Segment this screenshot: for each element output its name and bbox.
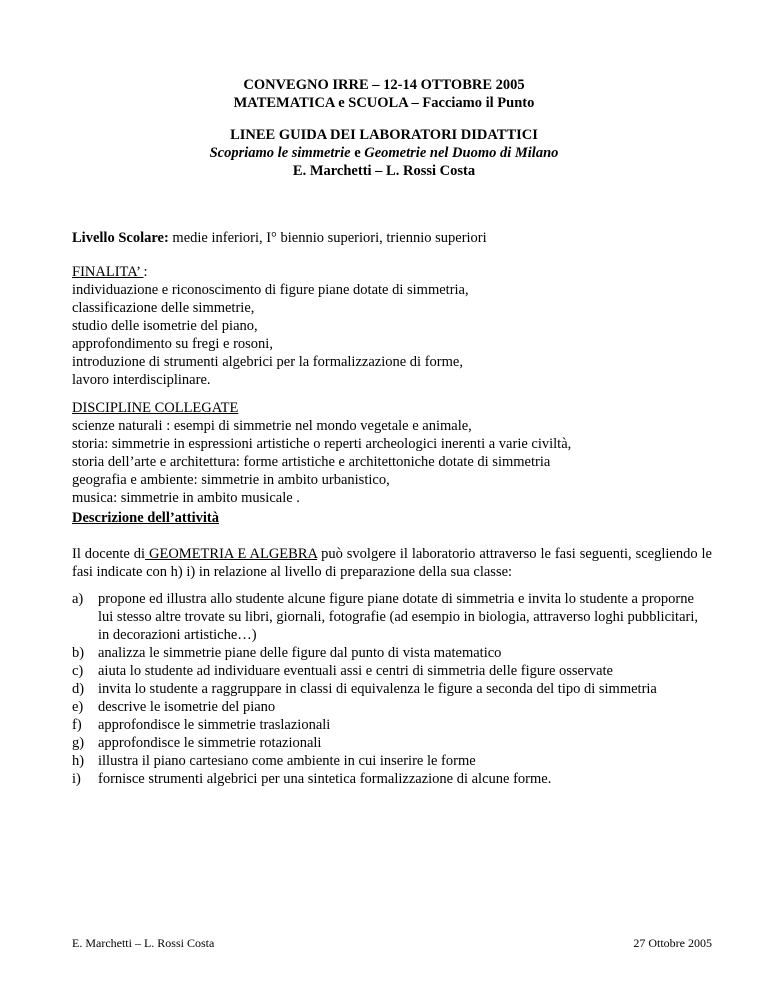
list-text: aiuta lo studente ad individuare eventuali assi e centri di simmetria delle figure osservate — [98, 663, 613, 679]
list-item — [72, 644, 712, 662]
list-text: invita lo studente a raggruppare in classi di equivalenza le figure a seconda del tipo di simmetria — [98, 681, 657, 697]
list-item — [72, 770, 712, 788]
finalita-item: lavoro interdisciplinare. — [72, 372, 211, 388]
descrizione-heading: Descrizione dell’attività — [72, 510, 219, 526]
document-subtitle — [0, 144, 768, 162]
discipline-item: geografia e ambiente: simmetrie in ambito urbanistico, — [72, 472, 390, 488]
discipline-item: scienze naturali : esempi di simmetrie nel mondo vegetale e animale, — [72, 418, 472, 434]
list-item — [72, 734, 712, 752]
list-marker: b) — [72, 645, 85, 661]
intro-before: Il docente di — [72, 546, 146, 562]
list-marker: e) — [72, 699, 84, 715]
list-item — [72, 590, 712, 644]
livello-label: Livello Scolare: — [72, 230, 169, 246]
list-marker: g) — [72, 735, 85, 751]
list-text: fornisce strumenti algebrici per una sintetica formalizzazione di alcune forme. — [98, 771, 552, 787]
discipline-item: storia: simmetrie in espressioni artistiche o reperti archeologici inerenti a varie civiltà, — [72, 436, 572, 452]
authors: E. Marchetti – L. Rossi Costa — [292, 163, 476, 179]
finalita-section — [72, 263, 712, 389]
list-marker: c) — [72, 663, 84, 679]
list-marker: a) — [72, 591, 84, 607]
list-marker: i) — [72, 771, 81, 787]
conference-title: CONVEGNO IRRE – 12-14 OTTOBRE 2005 — [243, 77, 525, 93]
footer-authors: E. Marchetti – L. Rossi Costa — [72, 936, 215, 950]
intro-after: può svolgere il laboratorio attraverso le fasi seguenti, scegliendo le fasi indicate con h) i) in relazione al livello di preparazione della sua classe: — [72, 546, 712, 580]
finalita-item: classificazione delle simmetrie, — [72, 300, 255, 316]
finalita-heading-text: FINALITA’ — [72, 264, 144, 280]
list-item — [72, 662, 712, 680]
list-item — [72, 680, 712, 698]
list-text: approfondisce le simmetrie rotazionali — [98, 735, 322, 751]
list-text: analizza le simmetrie piane delle figure dal punto di vista matematico — [98, 645, 502, 661]
footer-date: 27 Ottobre 2005 — [633, 936, 712, 950]
subtitle-conjunction: e — [350, 145, 365, 161]
subtitle-part-2: Geometrie nel Duomo di Milano — [364, 145, 559, 161]
discipline-item: musica: simmetrie in ambito musicale . — [72, 490, 300, 506]
subtitle-part-1: Scopriamo le simmetrie — [209, 145, 351, 161]
discipline-item: storia dell’arte e architettura: forme artistiche e architettoniche dotate di simmetria — [72, 454, 551, 470]
finalita-heading-colon: : — [143, 264, 148, 280]
finalita-item: studio delle isometrie del piano, — [72, 318, 258, 334]
finalita-item: introduzione di strumenti algebrici per la formalizzazione di forme, — [72, 354, 463, 370]
conference-subtitle: MATEMATICA e SCUOLA – Facciamo il Punto — [233, 95, 535, 111]
steps-list — [72, 590, 712, 788]
livello-scolare — [72, 229, 712, 247]
list-text: propone ed illustra allo studente alcune figure piane dotate di simmetria e invita lo studente a proporne lui stesso altre trovate su libri, giornali, fotografie (ad esempio in biologia, attraverso loghi pubblicitari, in decorazioni artistiche…) — [98, 591, 698, 643]
document-title: LINEE GUIDA DEI LABORATORI DIDATTICI — [230, 127, 538, 143]
list-item — [72, 716, 712, 734]
list-marker: f) — [72, 717, 82, 733]
finalita-item: individuazione e riconoscimento di figure piane dotate di simmetria, — [72, 282, 469, 298]
list-text: approfondisce le simmetrie traslazionali — [98, 717, 331, 733]
list-marker: h) — [72, 753, 85, 769]
finalita-item: approfondimento su fregi e rosoni, — [72, 336, 273, 352]
list-item — [72, 698, 712, 716]
steps-list-container — [72, 590, 712, 788]
list-text: illustra il piano cartesiano come ambiente in cui inserire le forme — [98, 753, 476, 769]
finalita-heading — [72, 263, 712, 281]
intro-subject: GEOMETRIA E ALGEBRA — [145, 546, 318, 562]
discipline-section — [72, 399, 712, 507]
livello-value: medie inferiori, I° biennio superiori, triennio superiori — [168, 230, 487, 246]
list-marker: d) — [72, 681, 85, 697]
list-item — [72, 752, 712, 770]
discipline-heading: DISCIPLINE COLLEGATE — [72, 400, 239, 416]
descrizione-intro — [72, 545, 712, 581]
list-text: descrive le isometrie del piano — [98, 699, 276, 715]
